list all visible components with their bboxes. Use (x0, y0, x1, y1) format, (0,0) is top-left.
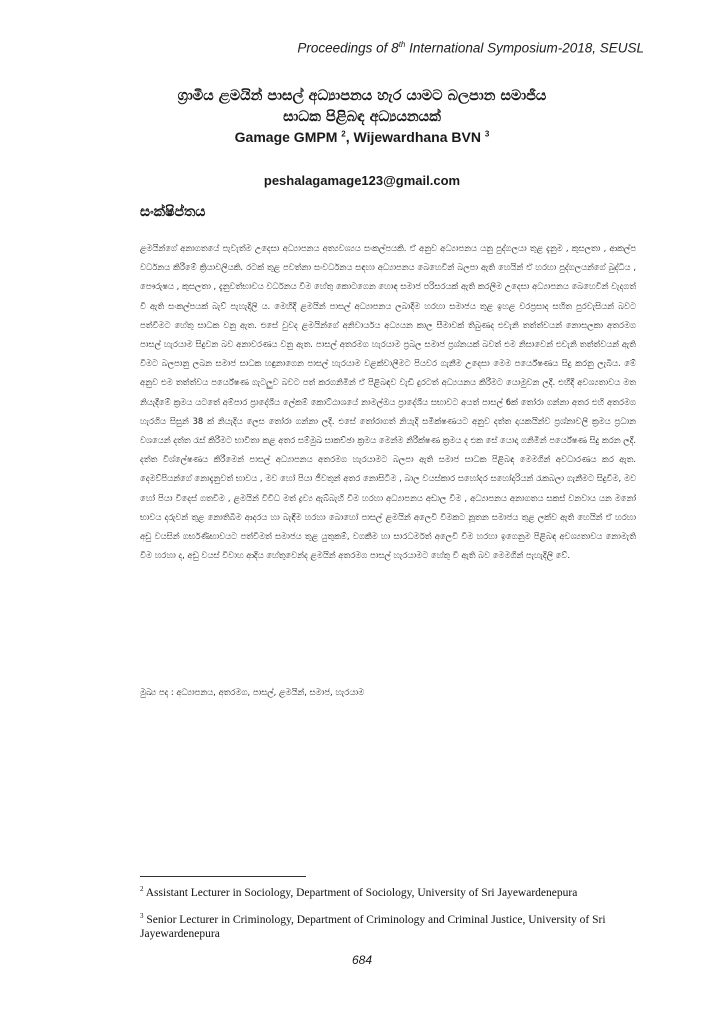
header-superscript: th (398, 40, 406, 49)
author-separator: , (345, 129, 354, 145)
running-header (297, 40, 644, 56)
page-number: 684 (351, 953, 373, 967)
author-2-affiliation-mark: 3 (484, 129, 490, 139)
footnote-1-text: Assistant Lecturer in Sociology, Department of Sociology, University of Sri Jayewardenepura (143, 886, 578, 899)
author-1-affiliation-mark: 2 (341, 129, 346, 139)
contact-email: peshalagamage123@gmail.com (263, 173, 461, 188)
footnote-1-mark: 2 (140, 885, 144, 893)
footnote-2-mark: 3 (140, 912, 144, 920)
footnote-2-text: Senior Lecturer in Criminology, Department of Criminology and Criminal Justice, University of Sri Jayewardenepura (140, 913, 606, 940)
header-suffix: International Symposium-2018, SEUSL (405, 40, 644, 56)
author-list (100, 129, 624, 145)
abstract-body: ළමයින්ගේ අනාගතයේ පැවැත්ම උදෙසා අධ්‍යාපනය අත්‍යවශ්‍යය සංකල්පයකි. ඒ අනුව අධ්‍යාපනය යනු පුද්ගලයා තුළ දැනුම , කුසලතා , ආකල්ප වර්ධනය කිරීමේ ක්‍රියාවලියකි. රටක් තුළ පවත්නා සංවර්ධනය සඳහා අධ්‍යාපනය බෙහෙවින් බලපා ඇති හෙයින් ඒ හරහා පුද්ගලයන්ගේ බුද්ධිය , පෞරුෂය , කුසලතා , දැනුවත්භාවය වර්ධනය වීම හේතු කොටගෙන හොඳ සමාජ පරිසරයක් ඇති කරලීම උදෙසා අධ්‍යාපනය බෙහෙවින් වැදගත් වී ඇති සංකල්පයක් බැව් පැහැදිලි ය. මෙහිදී ළමයින් පාසල් අධ්‍යාපනය ලබාදීම හරහා සමාජය තුළ ඉහළ වරප්‍රසාද සහිත පුරවැසියන් බවට පත්වීමට හේතු සාධක වනු ඇත. එසේ වුවද ළමයින්ගේ අනිවාර්යය අධ්‍යයන කාල සීමාවක් තිබුණද එවැනි තත්ත්වයන් නොසලකා අතරමග පාසල් හැරයාම සිදුවන බව අනාවරණය වනු ඇත. පාසල් අතරමග හැරයාම ප්‍රබල සමාජ ප්‍රශ්නයක් බවත් එම නිසාවෙන් එවැනි තත්ත්වයන් ඇති වීමට බලපානු ලබන සමාජ සාධක හඳුනාගෙන පාසල් හැරයාම වළක්වාලීමට පියවර ගැනීම උදෙසා මෙම පර්යේෂණය සිදු කරනු ලැබිය. මේ අනුව එම තත්ත්වය පර්යේෂණ ගැටලුව බවට පත් කරගනිමින් ඒ පිළිබඳව වැඩි දුරටත් අධ්‍යයනය කිරීමට යොමුවන ලදී. එහිදී අවශ්‍යතාවය මත නියැදීමේ ක්‍රමය යටතේ අම්පාර ප්‍රාදේශීය ලේකම් කොට්ඨාශයේ නාමල්ඔය ප්‍රාදේශීය සභාවට අයත් පාසල් 6ක් තෝරා ගන්නා අතර එහි අතරමග හැරගිය සිසුන් 38 ක් නියැදිය ලෙස තෝරා ගන්නා ලදි. එසේ තෝරාගත් නියැදි සමීක්ෂණයට අනුව දත්ත දායකයින්ව ප්‍රශ්නාවලි ක්‍රමය ප්‍රධාන වශයෙන් දත්ත රැස් කිරීමට භාවිතා කළ අතර සම්මුඛ සාකච්ඡා ක්‍රමය මෙන්ම නිරීක්ෂණ ක්‍රමය ද එක සේ යොදා ගනිමින් පර්යේෂණ සිදු කරන ලදී. දත්ත විශ්ලේෂණය කිරීමෙන් පාසල් අධ්‍යාපනය අතරමග හැරයාමට බලපා ඇති සමාජ සාධක පිළිබඳ මෙමගින් අවධාරණය කර ඇත. දෙමව්පියන්ගේ නොදැනුවත් භාවය , මව හෝ පියා ජීවතුන් අතර නොසිටීම , බාල වයස්කාර සහෝදර සහෝදරියන් රැකබලා ගැනීමට සිදුවීම, මව හෝ පියා විදෙස් ගතවීම , ළමයින් විවිධ මත් ද්‍රව්‍ය ඇබ්බැහි වීම හරහා අධ්‍යාපනය අඩාල වීම , අධ්‍යාපනය අනාගතය සකස් වනවාය යන මනෝ භාවය දරුවන් තුළ නොතිබීම ආදරය හා බැඳීම හරහා බොහෝ පාසල් ළමයින් අලෙවි විමකට නූතන සමාජය තුළ ලක්ව ඇති හෙයින් ඒ හරහා අඩු වයසින් ගර්භණීභාවයට පත්වීමත් සමාජය තුළ යුතුකම්, වගකීම හා සාරධර්මත් අලෙවි වීම හරහා ඉගෙනුම පිළිබඳ අවශ්‍යතාවය නොමැති වීම හරහා ද, අඩු වයස් විවාහ ආදිය හේතුවෙන්ද ළමයින් අතරමග පාසල් හැරයාමට හේතු වී ඇති බව මෙමගින් පැහැදිලි වේ. (140, 243, 636, 561)
header-prefix: Proceedings of 8 (297, 40, 399, 56)
title-line-1: ග්‍රාමීය ළමයින් පාසල් අධ්‍යාපනය හැර යාමට බලපාන සමාජීය (177, 88, 547, 104)
paper-title (100, 86, 624, 128)
author-1: Gamage GMPM (234, 129, 338, 145)
author-2: Wijewardhana BVN (353, 129, 481, 145)
abstract-heading: සංක්ෂිප්තය (140, 204, 206, 220)
footnote-1 (140, 882, 640, 900)
title-line-2: සාධක පිළිබඳ අධ්‍යයනයක් (283, 109, 441, 125)
footnote-2 (140, 909, 640, 941)
footnote-divider (140, 876, 306, 877)
keywords-line: මුඛ්‍ය පද : අධ්‍යාපනය, අතරමග, පාසල්, ළමයින්, සමාජ, හැරයාම (140, 687, 365, 697)
